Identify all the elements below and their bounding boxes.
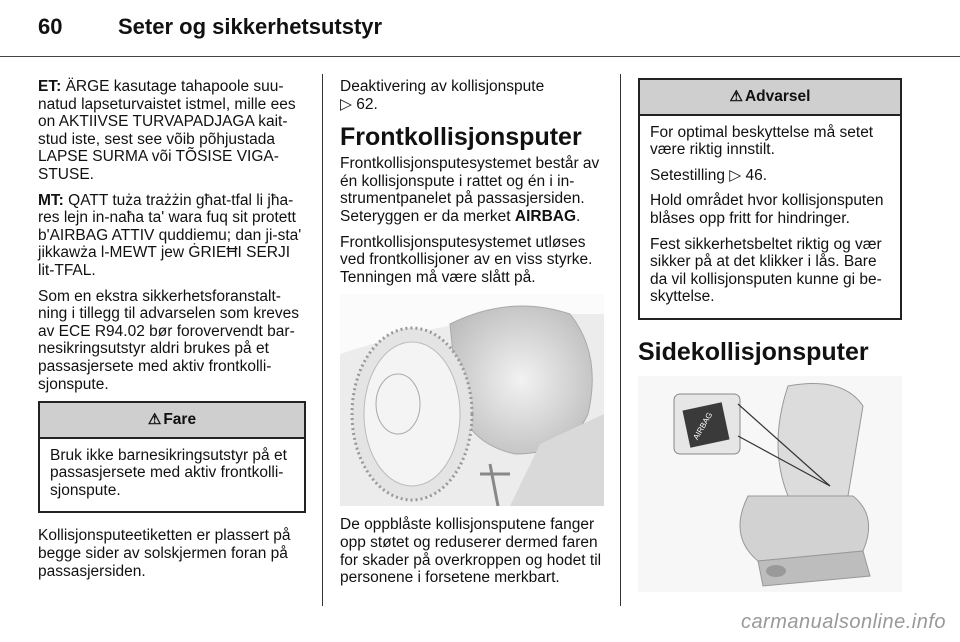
column-divider bbox=[322, 74, 323, 606]
danger-box-text: Bruk ikke barnesikringsutstyr på et passasjersete med aktiv frontkolli-sjonspute. bbox=[50, 446, 287, 499]
warning-box bbox=[638, 78, 902, 320]
airbag-label: AIRBAG bbox=[691, 410, 715, 442]
arrow-ref-icon: ▷ bbox=[729, 166, 742, 184]
header-divider bbox=[0, 56, 960, 57]
warning-text: Hold området hvor kollisjonsputen blåses opp fritt for hindringer. bbox=[650, 192, 884, 227]
estonian-warning: ET: ÄRGE kasutage tahapoole suu-natud lapseturvaistet istmel, mille ees on AKTIIVSE TURVAPADJAGA kait-stud iste, sest see võib põhjustada LAPSE SURMA või TÕSISE VIGA-STUSE. bbox=[38, 78, 296, 183]
danger-box-header: ⚠ Fare bbox=[40, 403, 304, 439]
watermark: carmanualsonline.info bbox=[740, 611, 946, 633]
page-title: Seter og sikkerhetsutstyr bbox=[118, 14, 383, 39]
paragraph: Som en ekstra sikkerhetsforanstalt-ning i tillegg til advarselen som kreves av ECE R94.02 bør forovervendt bar-nesikringsutstyr aldri brukes på et passasjersete med aktiv frontkolli-sjonspute. bbox=[38, 287, 300, 393]
page-number: 60 bbox=[38, 14, 63, 39]
paragraph: Frontkollisjonsputesystemet består av én kollisjonspute i rattet og én i in-strumentpanelet på passasjersiden. Seteryggen er da merket AIRBAG. bbox=[340, 155, 600, 225]
warning-text: For optimal beskyttelse må setet være riktig innstilt. bbox=[650, 123, 874, 159]
front-airbag-illustration bbox=[340, 294, 604, 506]
arrow-ref-icon: ▷ bbox=[340, 95, 352, 113]
page-header bbox=[38, 14, 382, 40]
section-heading: Frontkollisjonsputer bbox=[340, 123, 582, 152]
danger-box bbox=[38, 401, 306, 513]
warning-box-header: ⚠ Advarsel bbox=[640, 80, 900, 116]
warning-text: Setestilling ▷ 46. bbox=[650, 166, 768, 184]
paragraph: Kollisjonsputeetiketten er plassert på begge sider av solskjermen foran på passasjersiden. bbox=[38, 527, 291, 580]
warning-text: Fest sikkerhetsbeltet riktig og vær sikker på at det klikker i lås. Bare da vil kollisjonsputen kunne gi be-skyttelse. bbox=[650, 235, 882, 306]
paragraph: Frontkollisjonsputesystemet utløses ved frontkollisjoner av en viss styrke. Tenningen må være slått på. bbox=[340, 233, 593, 286]
paragraph: De oppblåste kollisjonsputene fanger opp støtet og reduserer dermed faren for skader på overkroppen og hodet til personene i forsetene merkbart. bbox=[340, 516, 602, 587]
warning-icon: ⚠ bbox=[729, 88, 743, 105]
column-middle bbox=[340, 78, 604, 595]
maltese-warning: MT: QATT tuża trażżin għat-tfal li jħa-res lejn in-naħa ta' wara fuq sit protett b'AIRBAG ATTIV quddiemu; dan ji-sta' jikkawża l-MEWT jew ĠRIEĦI SERJI lit-TFAL. bbox=[38, 191, 302, 279]
warning-icon: ⚠ bbox=[147, 411, 162, 429]
section-heading: Sidekollisjonsputer bbox=[638, 337, 869, 366]
deactivation-reference: Deaktivering av kollisjonspute ▷ 62. bbox=[340, 78, 545, 113]
side-airbag-illustration bbox=[638, 376, 902, 592]
column-right bbox=[638, 74, 902, 592]
column-divider bbox=[620, 74, 621, 606]
column-left bbox=[38, 78, 306, 588]
